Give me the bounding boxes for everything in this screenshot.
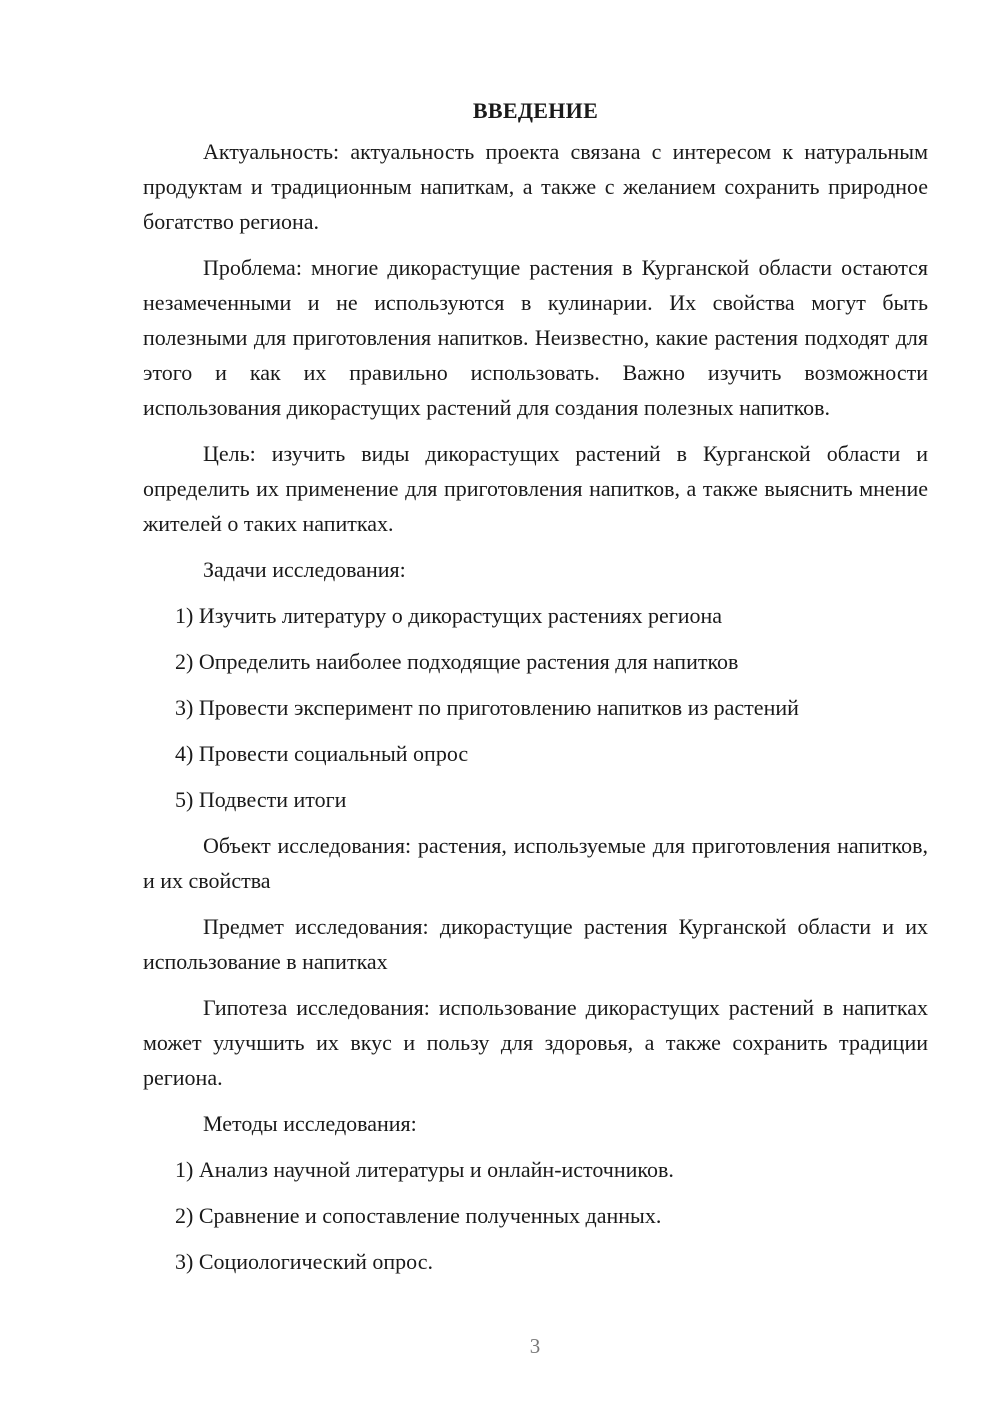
methods-list — [143, 1152, 928, 1279]
object-paragraph: Объект исследования: растения, используемые для приготовления напитков, и их свойства — [143, 833, 928, 893]
method-item: 2) Сравнение и сопоставление полученных данных. — [175, 1203, 662, 1228]
task-item: 5) Подвести итоги — [175, 787, 347, 812]
hypothesis-paragraph: Гипотеза исследования: использование дикорастущих растений в напитках может улучшить их вкус и пользу для здоровья, а также сохранить традиции региона. — [143, 995, 928, 1090]
methods-heading: Методы исследования: — [203, 1111, 417, 1136]
goal-paragraph: Цель: изучить виды дикорастущих растений в Курганской области и определить их применение для приготовления напитков, а также выяснить мнение жителей о таких напитках. — [143, 441, 928, 536]
method-item: 3) Социологический опрос. — [175, 1249, 433, 1274]
page-content — [143, 93, 928, 1290]
problem-paragraph: Проблема: многие дикорастущие растения в Курганской области остаются незамеченными и не используются в кулинарии. Их свойства могут быть полезными для приготовления напитков. Неизвестно, какие растения подходят для этого и как их правильно использовать. Важно изучить возможности использования дикорастущих растений для создания полезных напитков. — [143, 255, 928, 420]
page-number: 3 — [529, 1334, 541, 1358]
task-item: 4) Провести социальный опрос — [175, 741, 469, 766]
relevance-paragraph: Актуальность: актуальность проекта связана с интересом к натуральным продуктам и традиционным напиткам, а также с желанием сохранить природное богатство региона. — [143, 139, 928, 234]
page-title: ВВЕДЕНИЕ — [472, 98, 599, 123]
subject-paragraph: Предмет исследования: дикорастущие растения Курганской области и их использование в напитках — [143, 914, 928, 974]
tasks-list — [143, 598, 928, 817]
task-item: 2) Определить наиболее подходящие растения для напитков — [175, 649, 739, 674]
method-item: 1) Анализ научной литературы и онлайн-источников. — [175, 1157, 674, 1182]
task-item: 1) Изучить литературу о дикорастущих растениях региона — [175, 603, 723, 628]
tasks-heading: Задачи исследования: — [203, 557, 406, 582]
task-item: 3) Провести эксперимент по приготовлению напитков из растений — [175, 695, 799, 720]
